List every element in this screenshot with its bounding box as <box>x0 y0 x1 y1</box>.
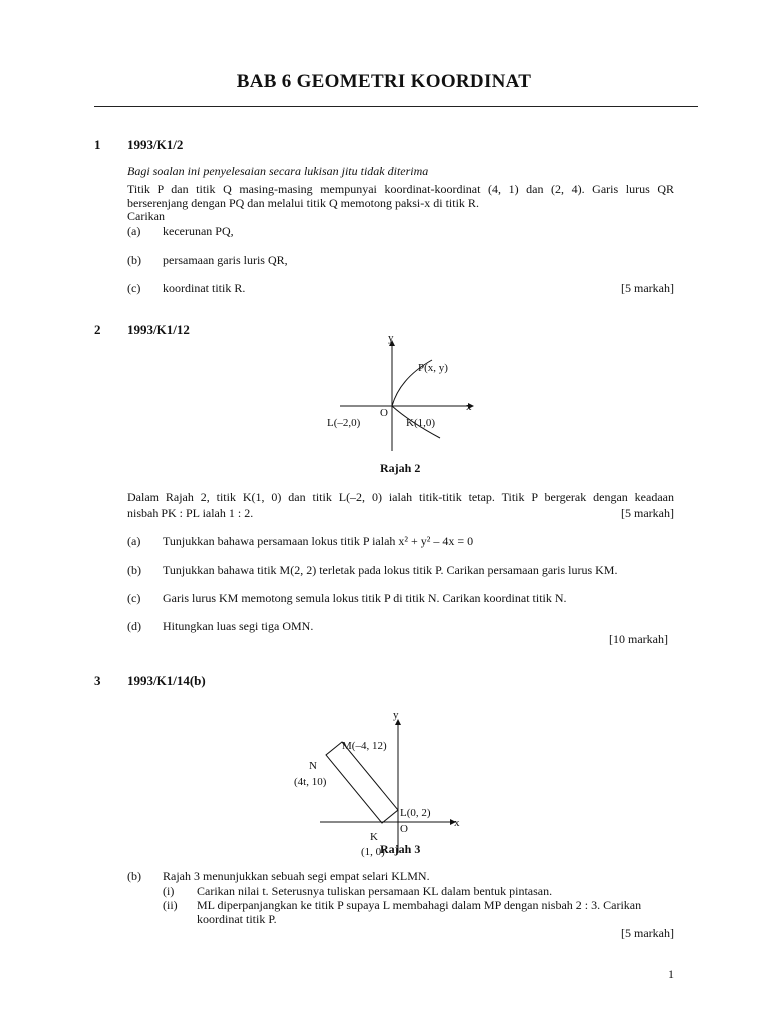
q3-sub-i-text: Carikan nilai t. Seterusnya tuliskan persamaan KL dalam bentuk pintasan. <box>197 884 553 898</box>
q1-marks: [5 markah] <box>621 281 674 295</box>
q1-part-c-label: (c) <box>127 281 141 295</box>
rajah3-point-k-coord: (1, 0) <box>361 846 385 858</box>
rajah-3-caption: Rajah 3 <box>380 842 421 856</box>
q3-marks: [5 markah] <box>621 926 674 940</box>
rajah2-origin-label: O <box>380 407 388 419</box>
q2-code: 1993/K1/12 <box>127 322 190 337</box>
q3-sub-ii-text: ML diperpanjangkan ke titik P supaya L membahagi dalam MP dengan nisbah 2 : 3. Carikan <box>197 898 642 912</box>
q2-part-c-text: Garis lurus KM memotong semula lokus titik P di titik N. Carikan koordinat titik N. <box>163 591 567 605</box>
q2-part-c-label: (c) <box>127 591 141 605</box>
q2-marks: [10 markah] <box>609 632 668 646</box>
q1-code: 1993/K1/2 <box>127 137 184 152</box>
rajah2-point-p: P(x, y) <box>418 362 448 374</box>
q2-part-a-text: Tunjukkan bahawa persamaan lokus titik P ialah x² + y² – 4x = 0 <box>163 534 474 548</box>
q3-part-b-text: Rajah 3 menunjukkan sebuah segi empat selari KLMN. <box>163 869 430 883</box>
rajah3-point-n-coord: (4t, 10) <box>294 776 327 788</box>
q1-part-b-text: persamaan garis luris QR, <box>163 253 288 267</box>
q3-sub-ii-label: (ii) <box>163 898 178 912</box>
q1-part-b-label: (b) <box>127 253 141 267</box>
q1-note: Bagi soalan ini penyelesaian secara lukisan jitu tidak diterima <box>127 164 429 178</box>
parallelogram-klmn <box>326 742 398 823</box>
q3-code: 1993/K1/14(b) <box>127 673 206 688</box>
rajah3-point-m: M(–4, 12) <box>342 740 387 752</box>
q2-line1: Dalam Rajah 2, titik K(1, 0) dan titik L(–2, 0) ialah titik-titik tetap. Titik P bergerak dengan keadaan <box>127 490 674 504</box>
q1-line1: Titik P dan titik Q masing-masing mempunyai koordinat-koordinat (4, 1) dan (2, 4). Garis lurus QR <box>127 182 674 196</box>
q1-number: 1 <box>94 137 101 152</box>
rajah2-y-label: y <box>388 332 394 344</box>
q3-number: 3 <box>94 673 101 688</box>
q2-line2: nisbah PK : PL ialah 1 : 2. <box>127 506 254 520</box>
q1-part-a-text: kecerunan PQ, <box>163 224 234 238</box>
rajah3-origin-label: O <box>400 823 408 835</box>
rajah2-x-label: x <box>466 401 472 413</box>
rajah2-point-k: K(1,0) <box>406 417 436 429</box>
page-title: BAB 6 GEOMETRI KOORDINAT <box>236 71 532 92</box>
q3-sub-i-label: (i) <box>163 884 175 898</box>
q1-line3: Carikan <box>127 209 165 223</box>
rajah-2-diagram <box>300 326 490 456</box>
q2-marks-top: [5 markah] <box>621 506 674 520</box>
q1-line2: berserenjang dengan PQ dan melalui titik Q memotong paksi-x di titik R. <box>127 196 479 210</box>
rajah3-point-n: N <box>309 760 317 772</box>
q2-part-b-label: (b) <box>127 563 141 577</box>
rajah-2-caption: Rajah 2 <box>380 461 421 475</box>
rajah3-y-label: y <box>393 709 399 721</box>
q2-part-d-label: (d) <box>127 619 141 633</box>
q1-part-a-label: (a) <box>127 224 141 238</box>
rajah3-point-k: K <box>370 831 378 843</box>
rajah3-x-label: x <box>454 817 460 829</box>
q2-part-d-text: Hitungkan luas segi tiga OMN. <box>163 619 314 633</box>
q2-part-b-text: Tunjukkan bahawa titik M(2, 2) terletak pada lokus titik P. Carikan persamaan garis lurus KM. <box>163 563 618 577</box>
q2-part-a-label: (a) <box>127 534 141 548</box>
page-number: 1 <box>668 967 674 981</box>
q3-part-b-label: (b) <box>127 869 141 883</box>
q1-part-c-text: koordinat titik R. <box>163 281 246 295</box>
rajah3-point-l: L(0, 2) <box>400 807 431 819</box>
q3-sub-ii-continuation: koordinat titik P. <box>197 912 277 926</box>
rajah-3-diagram <box>290 703 480 863</box>
title-divider <box>94 106 698 107</box>
q2-number: 2 <box>94 322 101 337</box>
rajah2-point-l: L(–2,0) <box>327 417 361 429</box>
